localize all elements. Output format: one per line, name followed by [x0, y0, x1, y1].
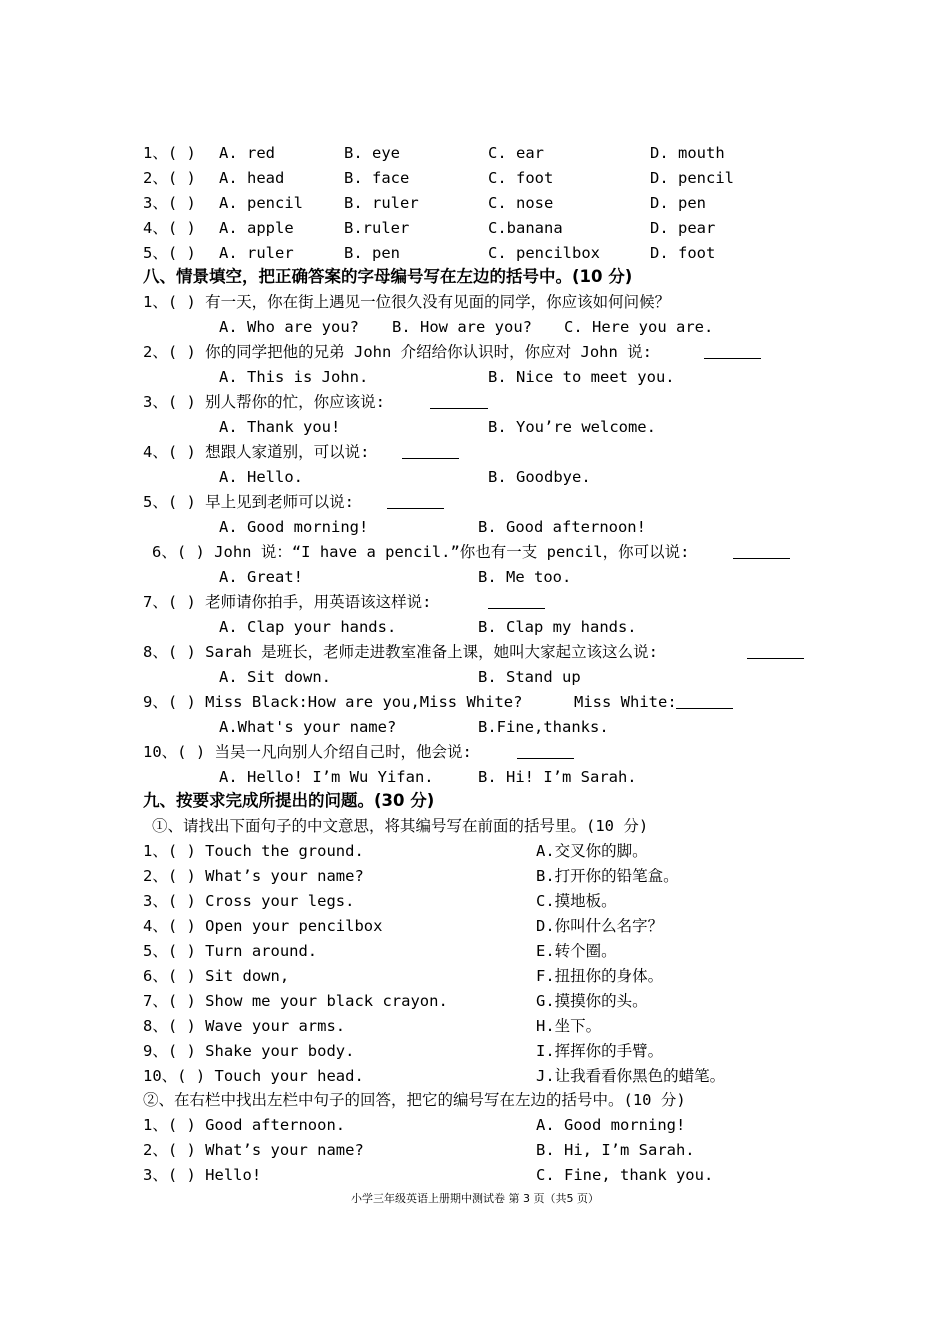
right-meaning: H.坐下。: [536, 1017, 602, 1035]
option-b: B. How are you?: [392, 318, 532, 336]
option-d: D. foot: [650, 244, 716, 262]
question-text-2: Miss White:: [574, 693, 677, 711]
option-c: C. pencilbox: [488, 244, 600, 262]
right-meaning: I.挥挥你的手臂。: [536, 1042, 664, 1060]
question-text: 5、( ) 早上见到老师可以说:: [143, 493, 354, 511]
option-c: C. foot: [488, 169, 554, 187]
left-sentence: 5、( ) Turn around.: [143, 942, 318, 960]
option-c: C. nose: [488, 194, 554, 212]
right-meaning: A.交叉你的脚。: [536, 842, 648, 860]
option-c: C. ear: [488, 144, 544, 162]
question-number: 2、( ): [143, 169, 196, 187]
option-b: B. Good afternoon!: [478, 518, 646, 536]
option-d: D. pear: [650, 219, 716, 237]
option-a: A. head: [219, 169, 285, 187]
option-b: B. You’re welcome.: [488, 418, 656, 436]
question-text: 1、( ) 有一天，你在街上遇见一位很久没有见面的同学，你应该如何问候？: [143, 293, 671, 311]
question-number: 4、( ): [143, 219, 196, 237]
left-sentence: 3、( ) Hello!: [143, 1166, 262, 1184]
question-text: 2、( ) 你的同学把他的兄弟 John 介绍给你认识时，你应对 John 说:: [143, 343, 652, 361]
section9-heading-text: 九、按要求完成所提出的问题。(30 分): [143, 791, 435, 810]
question-text: 3、( ) 别人帮你的忙，你应该说:: [143, 393, 385, 411]
option-b: B. Me too.: [478, 568, 572, 586]
option-b: B.ruler: [344, 219, 410, 237]
answer-blank[interactable]: [517, 740, 574, 759]
answer-blank[interactable]: [733, 540, 790, 559]
option-b: B. Stand up: [478, 668, 581, 686]
right-meaning: B.打开你的铅笔盒。: [536, 867, 679, 885]
section8-heading-text: 八、情景填空，把正确答案的字母编号写在左边的括号中。(10 分): [143, 267, 633, 286]
left-sentence: 10、( ) Touch your head.: [143, 1067, 364, 1085]
option-b: B. Clap my hands.: [478, 618, 637, 636]
right-meaning: J.让我看看你黑色的蜡笔。: [536, 1067, 726, 1085]
option-a: A. Clap your hands.: [219, 618, 397, 636]
left-sentence: 2、( ) What’s your name?: [143, 867, 364, 885]
answer-blank[interactable]: [676, 690, 733, 709]
option-d: D. pencil: [650, 169, 734, 187]
question-text: 4、( ) 想跟人家道别，可以说:: [143, 443, 370, 461]
question-text: 8、( ) Sarah 是班长，老师走进教室准备上课，她叫大家起立该这么说:: [143, 643, 658, 661]
right-meaning: E.转个圈。: [536, 942, 617, 960]
left-sentence: 6、( ) Sit down,: [143, 967, 290, 985]
left-sentence: 7、( ) Show me your black crayon.: [143, 992, 448, 1010]
answer-blank[interactable]: [704, 340, 761, 359]
left-sentence: 3、( ) Cross your legs.: [143, 892, 355, 910]
right-answer: B. Hi, I’m Sarah.: [536, 1141, 695, 1159]
option-a: A. Who are you?: [219, 318, 359, 336]
option-a: A. red: [219, 144, 275, 162]
option-b: B. Hi! I’m Sarah.: [478, 768, 637, 786]
option-b: B.Fine,thanks.: [478, 718, 609, 736]
option-a: A. Great!: [219, 568, 303, 586]
left-sentence: 8、( ) Wave your arms.: [143, 1017, 346, 1035]
part1-heading-text: ①、请找出下面句子的中文意思，将其编号写在前面的括号里。(10 分): [152, 817, 649, 835]
option-b: B. ruler: [344, 194, 419, 212]
answer-blank[interactable]: [387, 490, 444, 509]
right-answer: C. Fine, thank you.: [536, 1166, 714, 1184]
left-sentence: 2、( ) What’s your name?: [143, 1141, 364, 1159]
option-a: A. This is John.: [219, 368, 369, 386]
option-a: A. pencil: [219, 194, 303, 212]
option-b: B. face: [344, 169, 410, 187]
option-b: B. Goodbye.: [488, 468, 591, 486]
answer-blank[interactable]: [747, 640, 804, 659]
option-c: C. Here you are.: [564, 318, 714, 336]
question-text: 6、( ) John 说：“I have a pencil.”你也有一支 pencil，你可以说:: [152, 543, 690, 561]
option-d: D. mouth: [650, 144, 725, 162]
left-sentence: 4、( ) Open your pencilbox: [143, 917, 383, 935]
option-c: C.banana: [488, 219, 563, 237]
question-number: 3、( ): [143, 194, 196, 212]
answer-blank[interactable]: [430, 390, 488, 409]
right-meaning: F.扭扭你的身体。: [536, 967, 664, 985]
left-sentence: 9、( ) Shake your body.: [143, 1042, 355, 1060]
option-a: A. Sit down.: [219, 668, 331, 686]
left-sentence: 1、( ) Good afternoon.: [143, 1116, 346, 1134]
option-b: B. pen: [344, 244, 400, 262]
answer-blank[interactable]: [402, 440, 459, 459]
question-text: 7、( ) 老师请你拍手，用英语该这样说:: [143, 593, 432, 611]
page-footer: 小学三年级英语上册期中测试卷 第 3 页（共5 页）: [351, 1192, 599, 1205]
answer-blank[interactable]: [488, 590, 545, 609]
option-d: D. pen: [650, 194, 706, 212]
option-a: A.What's your name?: [219, 718, 397, 736]
right-meaning: D.你叫什么名字？: [536, 917, 664, 935]
question-number: 5、( ): [143, 244, 196, 262]
option-a: A. Hello.: [219, 468, 303, 486]
question-number: 1、( ): [143, 144, 196, 162]
option-a: A. ruler: [219, 244, 294, 262]
question-text: 9、( ) Miss Black:How are you,Miss White?: [143, 693, 523, 711]
question-text: 10、( ) 当吴一凡向别人介绍自己时，他会说:: [143, 743, 472, 761]
option-a: A. Good morning!: [219, 518, 369, 536]
right-answer: A. Good morning!: [536, 1116, 686, 1134]
option-a: A. Thank you!: [219, 418, 341, 436]
left-sentence: 1、( ) Touch the ground.: [143, 842, 364, 860]
option-a: A. apple: [219, 219, 294, 237]
option-b: B. eye: [344, 144, 400, 162]
option-b: B. Nice to meet you.: [488, 368, 675, 386]
right-meaning: G.摸摸你的头。: [536, 992, 648, 1010]
part2-heading-text: ②、在右栏中找出左栏中句子的回答，把它的编号写在左边的括号中。(10 分): [143, 1091, 686, 1109]
right-meaning: C.摸地板。: [536, 892, 617, 910]
option-a: A. Hello! I’m Wu Yifan.: [219, 768, 434, 786]
